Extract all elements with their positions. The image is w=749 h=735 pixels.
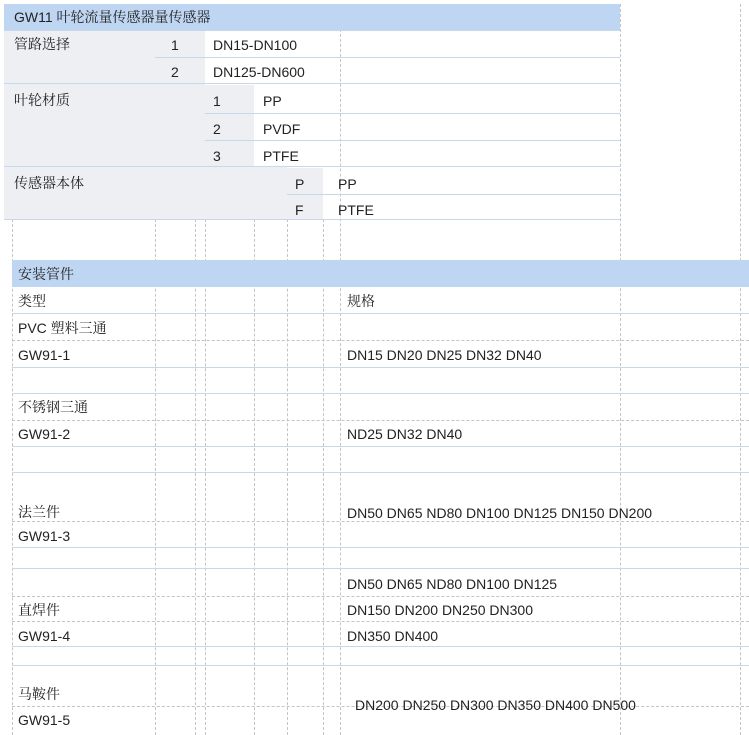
col-spec-header: 规格 [347, 293, 375, 309]
pipe-label: 管路选择 [14, 36, 70, 52]
impeller-option-value: PTFE [263, 148, 299, 164]
fitting-spec: DN200 DN250 DN300 DN350 DN400 DN500 [355, 697, 636, 713]
fitting-spec: DN15 DN20 DN25 DN32 DN40 [347, 347, 542, 363]
fitting-name: 不锈钢三通 [18, 399, 88, 415]
body-option-code: P [295, 176, 305, 192]
fitting-model: GW91-3 [18, 528, 71, 544]
fitting-name: 法兰件 [18, 504, 60, 520]
fitting-model: GW91-2 [18, 426, 71, 442]
fitting-spec: ND25 DN32 DN40 [347, 426, 463, 442]
pipe-option-value: DN15-DN100 [213, 37, 298, 53]
impeller-label: 叶轮材质 [14, 92, 70, 108]
body-code-cell-2 [287, 194, 323, 219]
pipe-option-code: 2 [171, 64, 179, 80]
pipe-code-cell-2 [155, 57, 205, 83]
fitting-model: GW91-5 [18, 712, 71, 728]
impeller-option-code: 2 [213, 121, 221, 137]
pipe-code-cell-1 [155, 30, 205, 57]
col-type-header: 类型 [18, 293, 46, 309]
impeller-option-value: PP [263, 93, 282, 109]
fitting-spec: DN350 DN400 [347, 628, 439, 644]
fitting-model: GW91-4 [18, 628, 71, 644]
fitting-name: PVC 塑料三通 [18, 320, 107, 336]
fitting-name: 直焊件 [18, 602, 60, 618]
impeller-option-code: 1 [213, 93, 221, 109]
pipe-option-value: DN125-DN600 [213, 64, 305, 80]
page-title: GW11 叶轮流量传感器量传感器 [14, 9, 211, 25]
fittings-band [12, 260, 749, 287]
body-option-code: F [295, 202, 304, 218]
fitting-spec: DN50 DN65 ND80 DN100 DN125 DN150 DN200 [347, 505, 653, 521]
impeller-option-code: 3 [213, 148, 221, 164]
body-code-cell-1 [287, 168, 323, 194]
fitting-spec: DN50 DN65 ND80 DN100 DN125 [347, 576, 558, 592]
fitting-model: GW91-1 [18, 347, 71, 363]
fittings-title: 安装管件 [18, 266, 74, 282]
pipe-option-code: 1 [171, 37, 179, 53]
fitting-spec: DN150 DN200 DN250 DN300 [347, 602, 533, 618]
impeller-option-value: PVDF [263, 121, 301, 137]
body-option-value: PP [338, 176, 357, 192]
body-option-value: PTFE [338, 202, 374, 218]
fitting-name: 马鞍件 [18, 686, 60, 702]
body-label: 传感器本体 [14, 175, 84, 191]
